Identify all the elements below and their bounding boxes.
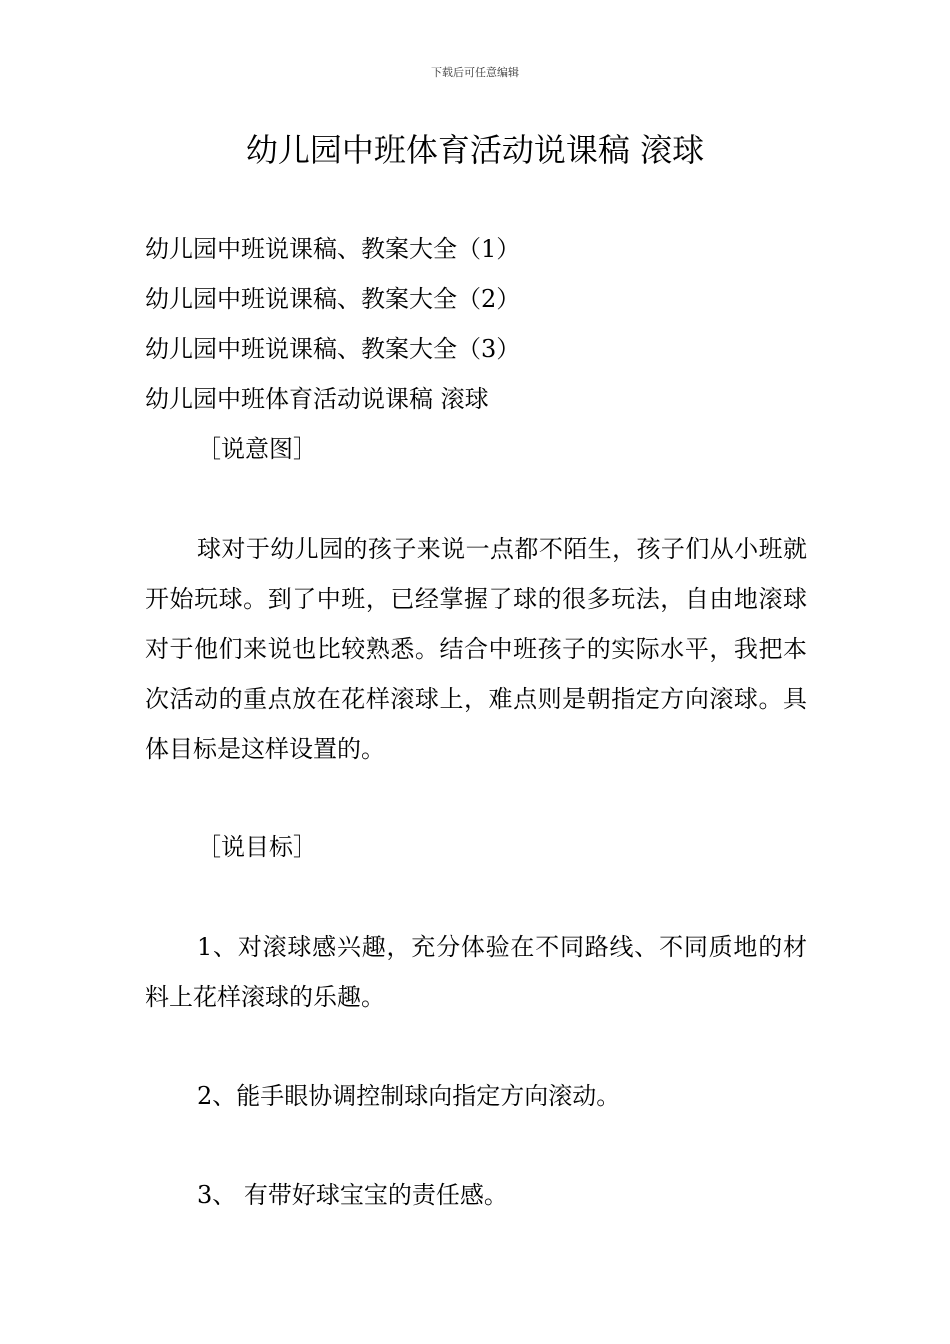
goal-item-3: 3、 有带好球宝宝的责任感。 [197,1181,508,1209]
toc-item: 幼儿园中班体育活动说课稿 滚球 [145,385,489,413]
toc-item: 幼儿园中班说课稿、教案大全（1） [145,235,521,263]
toc-item: 幼儿园中班说课稿、教案大全（3） [145,335,521,363]
section-heading-intent: ［说意图］ [197,435,317,463]
goal-item-1: 1、对滚球感兴趣，充分体验在不同路线、不同质地的材料上花样滚球的乐趣。 [145,933,807,1011]
page-header-note: 下载后可任意编辑 [431,66,519,79]
section-heading-goals: ［说目标］ [197,833,317,861]
toc-list [145,224,807,424]
toc-item: 幼儿园中班说课稿、教案大全（2） [145,285,521,313]
goal-item-2: 2、能手眼协调控制球向指定方向滚动。 [197,1082,621,1110]
intent-paragraph: 球对于幼儿园的孩子来说一点都不陌生，孩子们从小班就开始玩球。到了中班，已经掌握了球的很多玩法，自由地滚球对于他们来说也比较熟悉。结合中班孩子的实际水平，我把本次活动的重点放在花样滚球上，难点则是朝指定方向滚球。具体目标是这样设置的。 [145,535,807,763]
document-title: 幼儿园中班体育活动说课稿 滚球 [245,131,705,169]
